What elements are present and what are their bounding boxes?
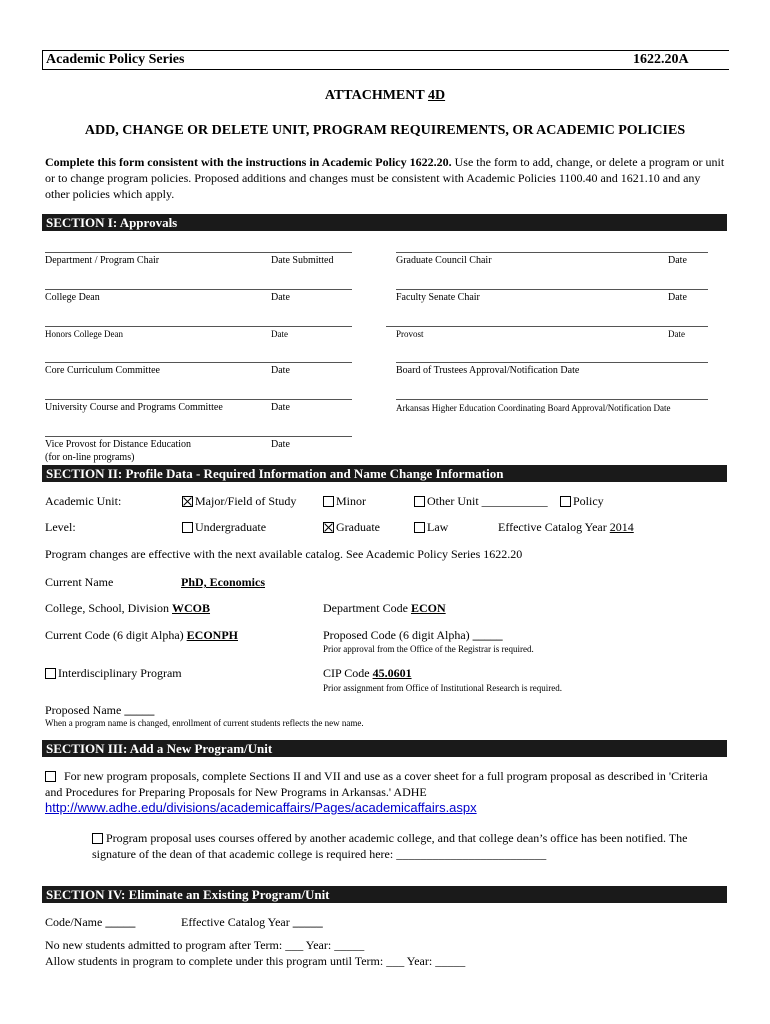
allow-students-line[interactable]: Allow students in program to complete under this program until Term: ___ Year: _____	[45, 954, 466, 968]
option-label: Minor	[336, 494, 366, 508]
department-code-field[interactable]	[323, 601, 446, 616]
approval-label-note: (for on-line programs)	[45, 452, 135, 463]
checkbox[interactable]	[45, 668, 56, 679]
department-code-label: Department Code	[323, 601, 411, 615]
option-label: Undergraduate	[195, 520, 267, 534]
code-name-value[interactable]: _____	[105, 915, 136, 929]
proposed-name-value[interactable]: _____	[124, 703, 155, 717]
option-label: Other Unit ___________	[427, 494, 548, 508]
section4-header: SECTION IV: Eliminate an Existing Program/Unit	[42, 886, 727, 903]
new-program-item[interactable]	[45, 768, 720, 800]
option-label: Interdisciplinary Program	[58, 666, 182, 680]
proposed-name-label: Proposed Name	[45, 703, 125, 717]
cip-code-note: Prior assignment from Office of Institutional Research is required.	[323, 683, 563, 693]
current-name-value[interactable]: PhD, Economics	[181, 575, 265, 589]
proposed-code-label: Proposed Code (6 digit Alpha)	[323, 628, 473, 642]
approval-label: Department / Program Chair	[45, 255, 160, 266]
attachment-prefix: ATTACHMENT	[324, 88, 428, 103]
proposed-code-value[interactable]: _____	[472, 628, 503, 642]
approval-label: Board of Trustees Approval/Notification Date	[396, 365, 580, 376]
no-new-students-line[interactable]: No new students admitted to program after Term: ___ Year: _____	[45, 938, 365, 952]
option-label: Policy	[573, 494, 604, 508]
current-name-label: Current Name	[45, 575, 114, 589]
college-label: College, School, Division	[45, 601, 172, 615]
academic-unit-label: Academic Unit:	[45, 494, 122, 508]
approval-date: Date	[271, 292, 290, 303]
unit-option-minor[interactable]	[323, 494, 366, 509]
proposed-name-note: When a program name is changed, enrollment of current students reflects the new name.	[45, 718, 364, 728]
checkbox[interactable]	[182, 522, 193, 533]
proposed-code-note: Prior approval from the Office of the Registrar is required.	[323, 644, 534, 654]
level-option-graduate[interactable]	[323, 520, 380, 535]
signature-line[interactable]	[45, 252, 352, 253]
approval-date: Date	[668, 255, 687, 266]
cip-code-value[interactable]: 45.0601	[372, 666, 412, 680]
intro-bold: Complete this form consistent with the instructions in Academic Policy 1622.20.	[45, 155, 452, 169]
unit-option-major[interactable]	[182, 494, 296, 509]
elim-catalog-label: Effective Catalog Year	[181, 915, 293, 929]
approval-label: College Dean	[45, 292, 100, 303]
checkbox[interactable]	[92, 833, 103, 844]
approval-date: Date	[271, 329, 288, 339]
signature-line[interactable]	[45, 362, 352, 363]
approval-date: Date	[271, 402, 290, 413]
elim-catalog-value[interactable]: _____	[292, 915, 323, 929]
approval-date: Date	[271, 439, 290, 450]
level-option-law[interactable]	[414, 520, 448, 535]
series-number: 1622.20A	[633, 52, 689, 67]
approval-date: Date	[668, 329, 685, 339]
approval-label: Core Curriculum Committee	[45, 365, 160, 376]
signature-line[interactable]	[45, 326, 352, 327]
signature-line[interactable]	[396, 362, 708, 363]
department-code-value[interactable]: ECON	[410, 601, 446, 615]
intro-paragraph	[45, 154, 725, 202]
unit-option-policy[interactable]	[560, 494, 604, 509]
interdisciplinary-option[interactable]	[45, 666, 182, 681]
approval-label: Vice Provost for Distance Education	[45, 439, 192, 450]
proposed-name-field[interactable]	[45, 703, 154, 718]
program-change-note: Program changes are effective with the next available catalog. See Academic Policy Series 1622.20	[45, 547, 523, 561]
code-name-label: Code/Name	[45, 915, 106, 929]
checkbox[interactable]	[323, 522, 334, 533]
attachment-id: 4D	[427, 88, 446, 103]
signature-line[interactable]	[396, 399, 708, 400]
catalog-year-value[interactable]: 2014	[609, 520, 634, 534]
checkbox[interactable]	[414, 496, 425, 507]
series-title: Academic Policy Series	[46, 52, 185, 67]
other-college-text: Program proposal uses courses offered by another academic college, and that college dean’s office has been notified. The signature of the dean of that academic college is required here: _________________________	[92, 831, 688, 861]
checkbox[interactable]	[182, 496, 193, 507]
header-box	[42, 50, 729, 70]
approval-label: Honors College Dean	[45, 329, 123, 339]
signature-line[interactable]	[386, 326, 708, 327]
approval-label: Provost	[396, 329, 424, 339]
cip-code-field[interactable]	[323, 666, 412, 681]
adhe-link-wrap[interactable]	[45, 800, 477, 816]
elim-catalog-field[interactable]	[181, 915, 323, 930]
level-option-undergraduate[interactable]	[182, 520, 266, 535]
signature-line[interactable]	[396, 289, 708, 290]
current-code-field[interactable]	[45, 628, 238, 643]
approval-label: Arkansas Higher Education Coordinating Board Approval/Notification Date	[396, 403, 671, 413]
section3-header: SECTION III: Add a New Program/Unit	[42, 740, 727, 757]
intro-rest: Use the form to add, change, or delete a program or unit or to change program policies. Proposed additions and changes must be consistent with Academic Policies 1100.40 and 1621.10 and any other policies which apply.	[45, 155, 725, 201]
unit-option-other[interactable]	[414, 494, 548, 509]
form-title: ADD, CHANGE OR DELETE UNIT, PROGRAM REQUIREMENTS, OR ACADEMIC POLICIES	[84, 123, 686, 138]
approval-label: Faculty Senate Chair	[396, 292, 480, 303]
option-label: Law	[427, 520, 449, 534]
section1-header: SECTION I: Approvals	[42, 214, 727, 231]
current-code-label: Current Code (6 digit Alpha)	[45, 628, 187, 642]
signature-line[interactable]	[45, 399, 352, 400]
code-name-field[interactable]	[45, 915, 135, 930]
attachment-heading	[0, 88, 770, 104]
approval-label: University Course and Programs Committee	[45, 402, 223, 413]
new-program-text: For new program proposals, complete Sections II and VII and use as a cover sheet for a full program proposal as described in 'Criteria and Procedures for Preparing Proposals for New Programs in Arkansas.' ADHE	[45, 769, 708, 799]
level-label: Level:	[45, 520, 76, 534]
signature-line[interactable]	[45, 289, 352, 290]
approval-date: Date	[271, 365, 290, 376]
other-college-item[interactable]	[92, 830, 724, 862]
checkbox[interactable]	[414, 522, 425, 533]
cip-code-label: CIP Code	[323, 666, 373, 680]
checkbox[interactable]	[323, 496, 334, 507]
approval-date: Date Submitted	[271, 255, 334, 266]
approval-label: Graduate Council Chair	[396, 255, 492, 266]
signature-line[interactable]	[45, 436, 352, 437]
current-code-value[interactable]: ECONPH	[186, 628, 238, 642]
section2-header: SECTION II: Profile Data - Required Information and Name Change Information	[42, 465, 727, 482]
approval-date: Date	[668, 292, 687, 303]
signature-line[interactable]	[396, 252, 708, 253]
checkbox[interactable]	[45, 771, 56, 782]
college-value[interactable]: WCOB	[172, 601, 211, 615]
catalog-year-label: Effective Catalog Year	[498, 520, 610, 534]
adhe-link[interactable]: http://www.adhe.edu/divisions/academicaffairs/Pages/academicaffairs.aspx	[45, 800, 477, 815]
proposed-code-field[interactable]	[323, 628, 503, 643]
option-label: Major/Field of Study	[195, 494, 297, 508]
checkbox[interactable]	[560, 496, 571, 507]
catalog-year-field[interactable]	[498, 520, 634, 535]
option-label: Graduate	[336, 520, 380, 534]
college-field[interactable]	[45, 601, 210, 616]
